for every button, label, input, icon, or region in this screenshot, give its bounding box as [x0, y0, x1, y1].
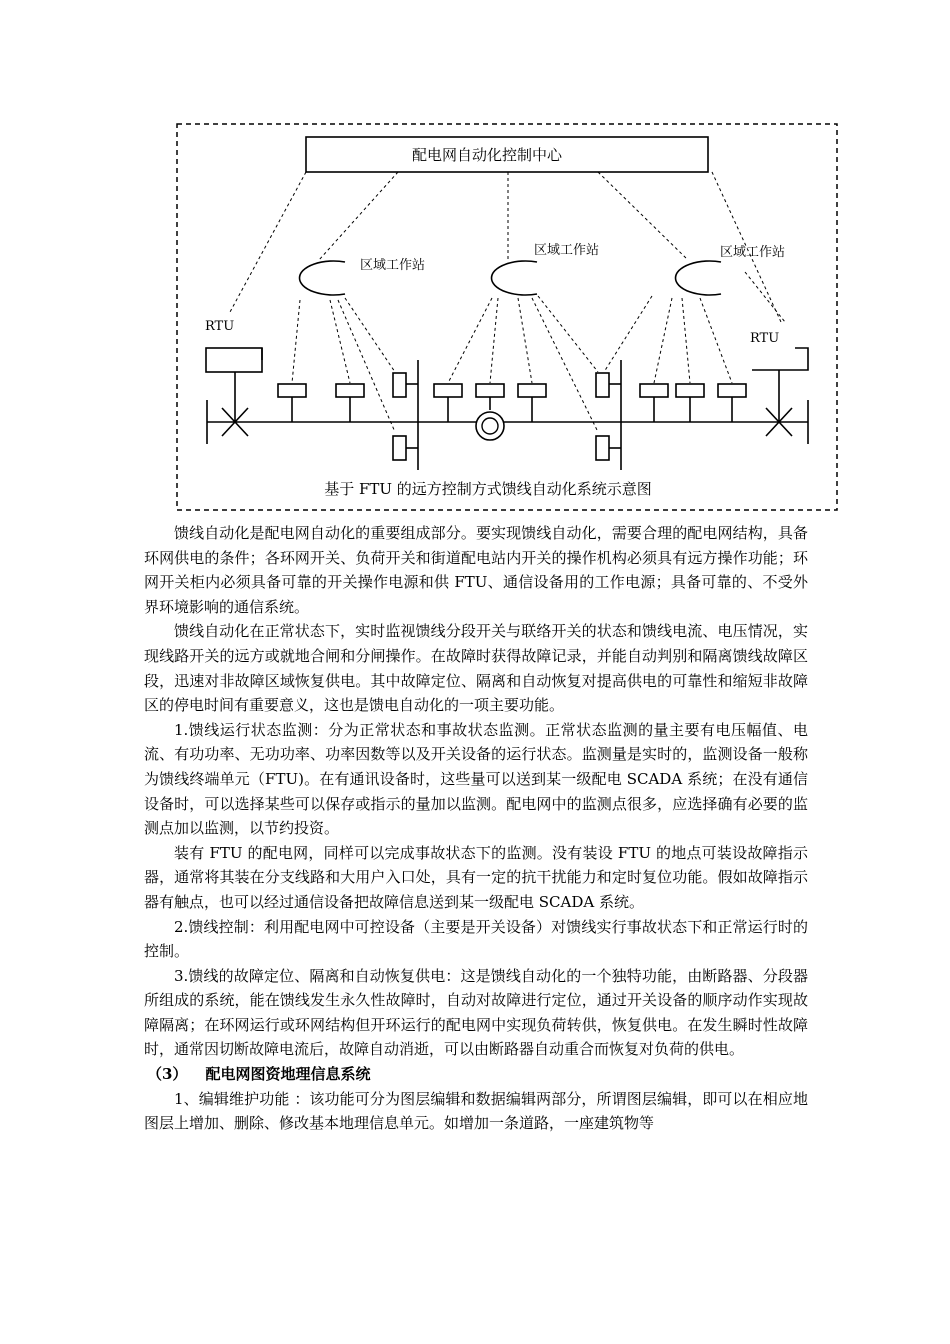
paragraph: 3.馈线的故障定位、隔离和自动恢复供电：这是馈线自动化的一个独特功能，由断路器、分段器所组成的系统，能在馈线发生永久性故障时，自动对故障进行定位，通过开关设备的顺序动作实现故障隔离；在环网运行或环网结构但开环运行的配电网中实现负荷转供，恢复供电。在发生瞬时性故障时，通常因切断故障电流后，故障自动消逝，可以由断路器自动重合而恢复对负荷的供电。	[144, 966, 808, 1059]
ftu-device	[676, 384, 704, 397]
station-3-shape	[676, 261, 721, 295]
ftu-device	[596, 436, 609, 460]
body-text	[144, 521, 808, 1136]
rtu-left-box	[206, 348, 262, 372]
diagram-frame	[177, 124, 837, 510]
section-number: （3）	[147, 1065, 188, 1084]
section-title: 配电网图资地理信息系统	[205, 1065, 371, 1084]
paragraph: 装有 FTU 的配电网，同样可以完成事故状态下的监测。没有装设 FTU 的地点可装设故障指示器，通常将其装在分支线路和大用户入口处，具有一定的抗干扰能力和定时复位功能。假如故障指示器有触点，也可以经过通信设备把故障信息送到某一级配电 SCADA 系统。	[144, 843, 808, 911]
section-heading	[144, 1062, 808, 1087]
station-2-shape	[492, 261, 537, 295]
paragraph: 馈线自动化是配电网自动化的重要组成部分。要实现馈线自动化，需要合理的配电网结构，具备环网供电的条件；各环网开关、负荷开关和街道配电站内开关的操作机构必须具有远方操作功能；环网开关柜内必须具备可靠的开关操作电源和供 FTU、通信设备用的工作电源；具备可靠的、不受外界环境影响的通信系统。	[144, 524, 808, 616]
ftu-device	[718, 384, 746, 397]
station-1-shape	[300, 261, 345, 295]
ftu-device	[336, 384, 364, 397]
paragraph: 馈线自动化在正常状态下，实时监视馈线分段开关与联络开关的状态和馈线电流、电压情况，实现线路开关的远方或就地合闸和分闸操作。在故障时获得故障记录，并能自动判别和隔离馈线故障区段，迅速对非故障区域恢复供电。其中故障定位、隔离和自动恢复对提高供电的可靠性和缩短非故障区的停电时间有重要意义，这也是馈电自动化的一项主要功能。	[144, 622, 808, 715]
station-2-label: 区域工作站	[534, 243, 600, 258]
station-1-label: 区域工作站	[360, 258, 426, 273]
ftu-device	[518, 384, 546, 397]
ftu-device	[434, 384, 462, 397]
paragraph: 1.馈线运行状态监测：分为正常状态和事故状态监测。正常状态监测的量主要有电压幅值、电流、有功功率、无功功率、功率因数等以及开关设备的运行状态。监测量是实时的，监测设备一般称为馈线终端单元（FTU)。在有通讯设备时，这些量可以送到某一级配电 SCADA 系统；在没有通信设备时，可以选择某些可以保存或指示的量加以监测。配电网中的监测点很多，应选择确有必要的监测点加以监测，以节约投资。	[144, 720, 808, 838]
station-3-label: 区域工作站	[720, 245, 786, 260]
rtu-left-label: RTU	[205, 319, 235, 334]
ftu-device	[476, 384, 504, 397]
transformer-symbol	[476, 412, 504, 440]
ftu-device	[393, 436, 406, 460]
paragraph: 1、编辑维护功能 ：该功能可分为图层编辑和数据编辑两部分，所谓图层编辑，即可以在相应地图层上增加、删除、修改基本地理信息单元。如增加一条道路，一座建筑物等	[144, 1089, 808, 1133]
ftu-device	[640, 384, 668, 397]
ftu-device	[278, 384, 306, 397]
ftu-system-diagram	[0, 0, 950, 520]
control-center-label: 配电网自动化控制中心	[411, 146, 563, 164]
ftu-device	[393, 373, 406, 397]
rtu-right-label: RTU	[750, 331, 780, 346]
figure-caption: 基于 FTU 的远方控制方式馈线自动化系统示意图	[324, 480, 652, 498]
ftu-device	[596, 373, 609, 397]
paragraph: 2.馈线控制：利用配电网中可控设备（主要是开关设备）对馈线实行事故状态下和正常运行时的控制。	[144, 917, 808, 961]
